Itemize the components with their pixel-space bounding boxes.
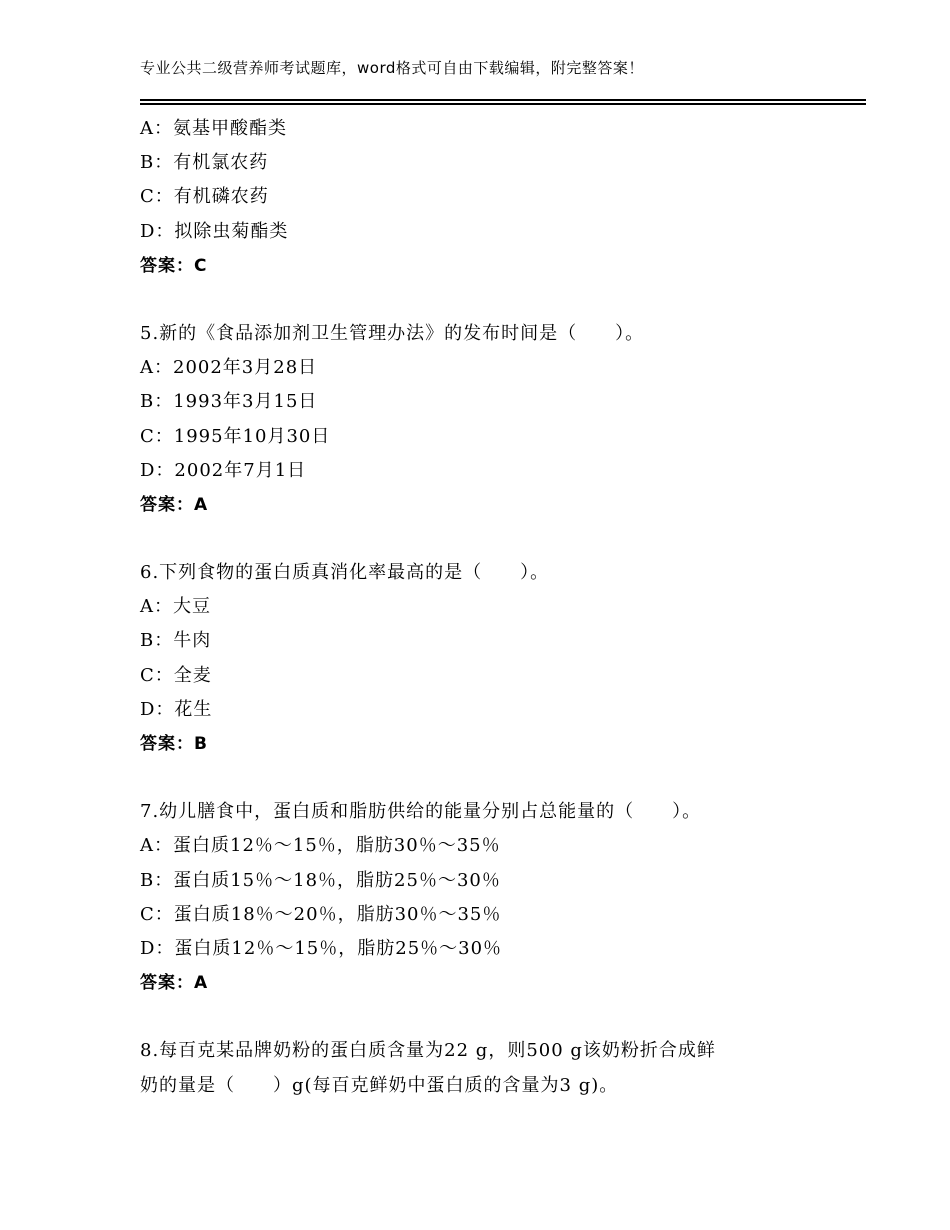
question-stem: 7.幼儿膳食中，蛋白质和脂肪供给的能量分别占总能量的（ ）。 xyxy=(140,801,702,823)
question-stem-line-2: 奶的量是（ ）g(每百克鲜奶中蛋白质的含量为3 g)。 xyxy=(140,1074,619,1096)
question-8 xyxy=(140,1034,840,1102)
question-7 xyxy=(140,795,840,1000)
question-6 xyxy=(140,556,840,761)
spacer xyxy=(140,1000,840,1034)
option-b: B：蛋白质15％～18％，脂肪25％～30％ xyxy=(140,869,501,891)
header-rule-top xyxy=(140,99,866,101)
page-header: 专业公共二级营养师考试题库，word格式可自由下载编辑，附完整答案！ xyxy=(140,59,644,77)
question-stem: 6.下列食物的蛋白质真消化率最高的是（ ）。 xyxy=(140,562,550,584)
option-d: D：花生 xyxy=(140,698,213,720)
option-a: A：大豆 xyxy=(140,596,211,618)
option-d: D：蛋白质12％～15％，脂肪25％～30％ xyxy=(140,937,503,959)
option-a: A：氨基甲酸酯类 xyxy=(140,118,287,139)
spacer xyxy=(140,761,840,795)
question-stem: 5.新的《食品添加剂卫生管理办法》的发布时间是（ ）。 xyxy=(140,322,645,344)
option-b: B：牛肉 xyxy=(140,630,212,652)
option-c: C：1995年10月30日 xyxy=(140,425,331,447)
question-5 xyxy=(140,317,840,522)
option-c: C：全麦 xyxy=(140,664,212,686)
answer-label: 答案：A xyxy=(140,494,209,515)
spacer xyxy=(140,522,840,556)
option-c: C：蛋白质18％～20％，脂肪30％～35％ xyxy=(140,903,502,925)
answer-label: 答案：A xyxy=(140,973,209,994)
question-stem-line-1: 8.每百克某品牌奶粉的蛋白质含量为22 g，则500 g该奶粉折合成鲜 xyxy=(140,1040,716,1062)
answer-label: 答案：C xyxy=(140,255,208,276)
question-4 xyxy=(140,112,840,283)
option-a: A：2002年3月28日 xyxy=(140,357,318,379)
option-c: C：有机磷农药 xyxy=(140,186,269,208)
answer-label: 答案：B xyxy=(140,734,208,754)
spacer xyxy=(140,283,840,317)
option-a: A：蛋白质12％～15％，脂肪30％～35％ xyxy=(140,835,501,857)
option-d: D：拟除虫菊酯类 xyxy=(140,220,289,242)
option-b: B：有机氯农药 xyxy=(140,152,269,174)
option-d: D：2002年7月1日 xyxy=(140,459,307,481)
question-list xyxy=(140,112,840,1103)
header-rule-bottom xyxy=(140,103,866,105)
option-b: B：1993年3月15日 xyxy=(140,391,318,413)
